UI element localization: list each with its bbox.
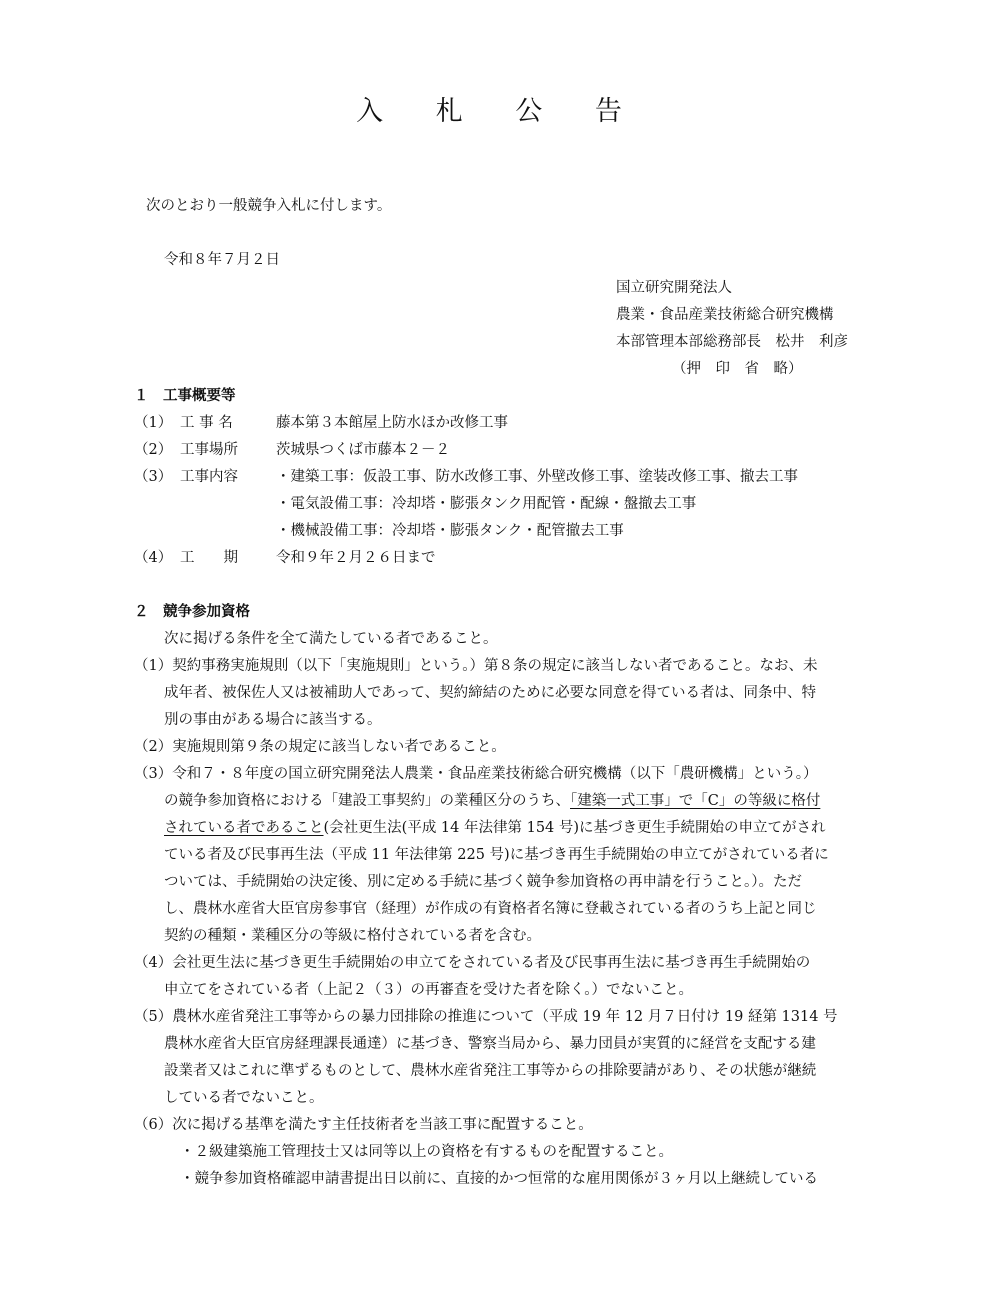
item-number: （3） xyxy=(134,469,173,485)
underlined-grade-text: 「建築一式工事」で「C」の等級に格付 xyxy=(570,793,821,809)
item-label: 工事内容 xyxy=(180,469,238,485)
construction-location: 茨城県つくば市藤本２－２ xyxy=(276,442,450,458)
section1-heading: １ 工事概要等 xyxy=(134,387,236,404)
item-number: （4） xyxy=(134,550,173,566)
intro-text: 次のとおり一般競争入札に付します。 xyxy=(146,198,392,214)
text-line: 成年者、被保佐人又は被補助人であって、契約締結のために必要な同意を得ている者は、同条中、特 xyxy=(164,685,817,701)
text-segment: (会社更生法(平成 14 年法律第 154 号)に基づき更生手続開始の申立てがされ xyxy=(323,820,826,836)
text-line: （4）会社更生法に基づき更生手続開始の申立てをされている者及び民事再生法に基づき再生手続開始の xyxy=(134,955,811,971)
text-line: ・２級建築施工管理技士又は同等以上の資格を有するものを配置すること。 xyxy=(180,1144,673,1160)
issuer-org2: 農業・食品産業技術総合研究機構 xyxy=(616,307,834,323)
text-line: ている者及び民事再生法（平成 11 年法律第 225 号)に基づき再生手続開始の申立てがされている者に xyxy=(164,847,829,863)
text-line: 契約の種類・業種区分の等級に格付されている者を含む。 xyxy=(164,928,541,944)
text-line: （1）契約事務実施規則（以下「実施規則」という。）第８条の規定に該当しない者であること。なお、未 xyxy=(134,658,818,674)
construction-name: 藤本第３本館屋上防水ほか改修工事 xyxy=(276,415,508,431)
text-line: 設業者又はこれに準ずるものとして、農林水産省発注工事等からの排除要請があり、その状態が継続 xyxy=(164,1063,817,1079)
section2-heading: ２ 競争参加資格 xyxy=(134,603,250,620)
text-line: ついては、手続開始の決定後、別に定める手続に基づく競争参加資格の再申請を行うこと。）。ただ xyxy=(164,874,802,890)
issuer-org1: 国立研究開発法人 xyxy=(616,280,732,296)
text-line: ・競争参加資格確認申請書提出日以前に、直接的かつ恒常的な雇用関係が３ヶ月以上継続している xyxy=(180,1171,818,1187)
text-line: （6）次に掲げる基準を満たす主任技術者を当該工事に配置すること。 xyxy=(134,1117,593,1133)
issuer-name: 本部管理本部総務部長 松井 利彦 xyxy=(616,334,848,350)
item-label: 工 事 名 xyxy=(180,415,233,431)
text-line: している者でないこと。 xyxy=(164,1090,324,1106)
content-mechanical: ・機械設備工事：冷却塔・膨張タンク・配管撤去工事 xyxy=(276,523,624,539)
text-line: 農林水産省大臣官房経理課長通達）に基づき、警察当局から、暴力団員が実質的に経営を支配する建 xyxy=(164,1036,816,1052)
item-label: 工事場所 xyxy=(180,442,238,458)
page-title: 入 札 公 告 xyxy=(356,96,644,127)
text-line: し、農林水産省大臣官房参事官（経理）が作成の有資格者名簿に登載されている者のうち上記と同じ xyxy=(164,901,817,917)
text-line xyxy=(164,818,826,838)
item-number: （2） xyxy=(134,442,173,458)
notice-date: 令和８年７月２日 xyxy=(164,252,280,268)
underlined-grade-text: されている者であること xyxy=(164,820,324,836)
text-line: （2）実施規則第９条の規定に該当しない者であること。 xyxy=(134,739,506,755)
item-label: 工 期 xyxy=(180,550,238,566)
text-segment: の競争参加資格における「建設工事契約」の業種区分のうち、 xyxy=(164,793,570,809)
seal-omitted: （押 印 省 略） xyxy=(672,361,803,377)
text-line: （5）農林水産省発注工事等からの暴力団排除の推進について（平成 19 年 12 月７日付け 19 経第 1314 号 xyxy=(134,1009,838,1025)
content-building: ・建築工事：仮設工事、防水改修工事、外壁改修工事、塗装改修工事、撤去工事 xyxy=(276,469,798,485)
text-line: （3）令和７・８年度の国立研究開発法人農業・食品産業技術総合研究機構（以下「農研機構」という。） xyxy=(134,766,818,782)
content-electrical: ・電気設備工事：冷却塔・膨張タンク用配管・配線・盤撤去工事 xyxy=(276,496,697,512)
text-line: 別の事由がある場合に該当する。 xyxy=(164,712,382,728)
construction-period: 令和９年２月２６日まで xyxy=(276,550,436,566)
section2-lead: 次に掲げる条件を全て満たしている者であること。 xyxy=(164,631,498,647)
text-line: 申立てをされている者（上記２（３）の再審査を受けた者を除く。）でないこと。 xyxy=(164,982,693,998)
item-number: （1） xyxy=(134,415,173,431)
text-line xyxy=(164,791,820,811)
